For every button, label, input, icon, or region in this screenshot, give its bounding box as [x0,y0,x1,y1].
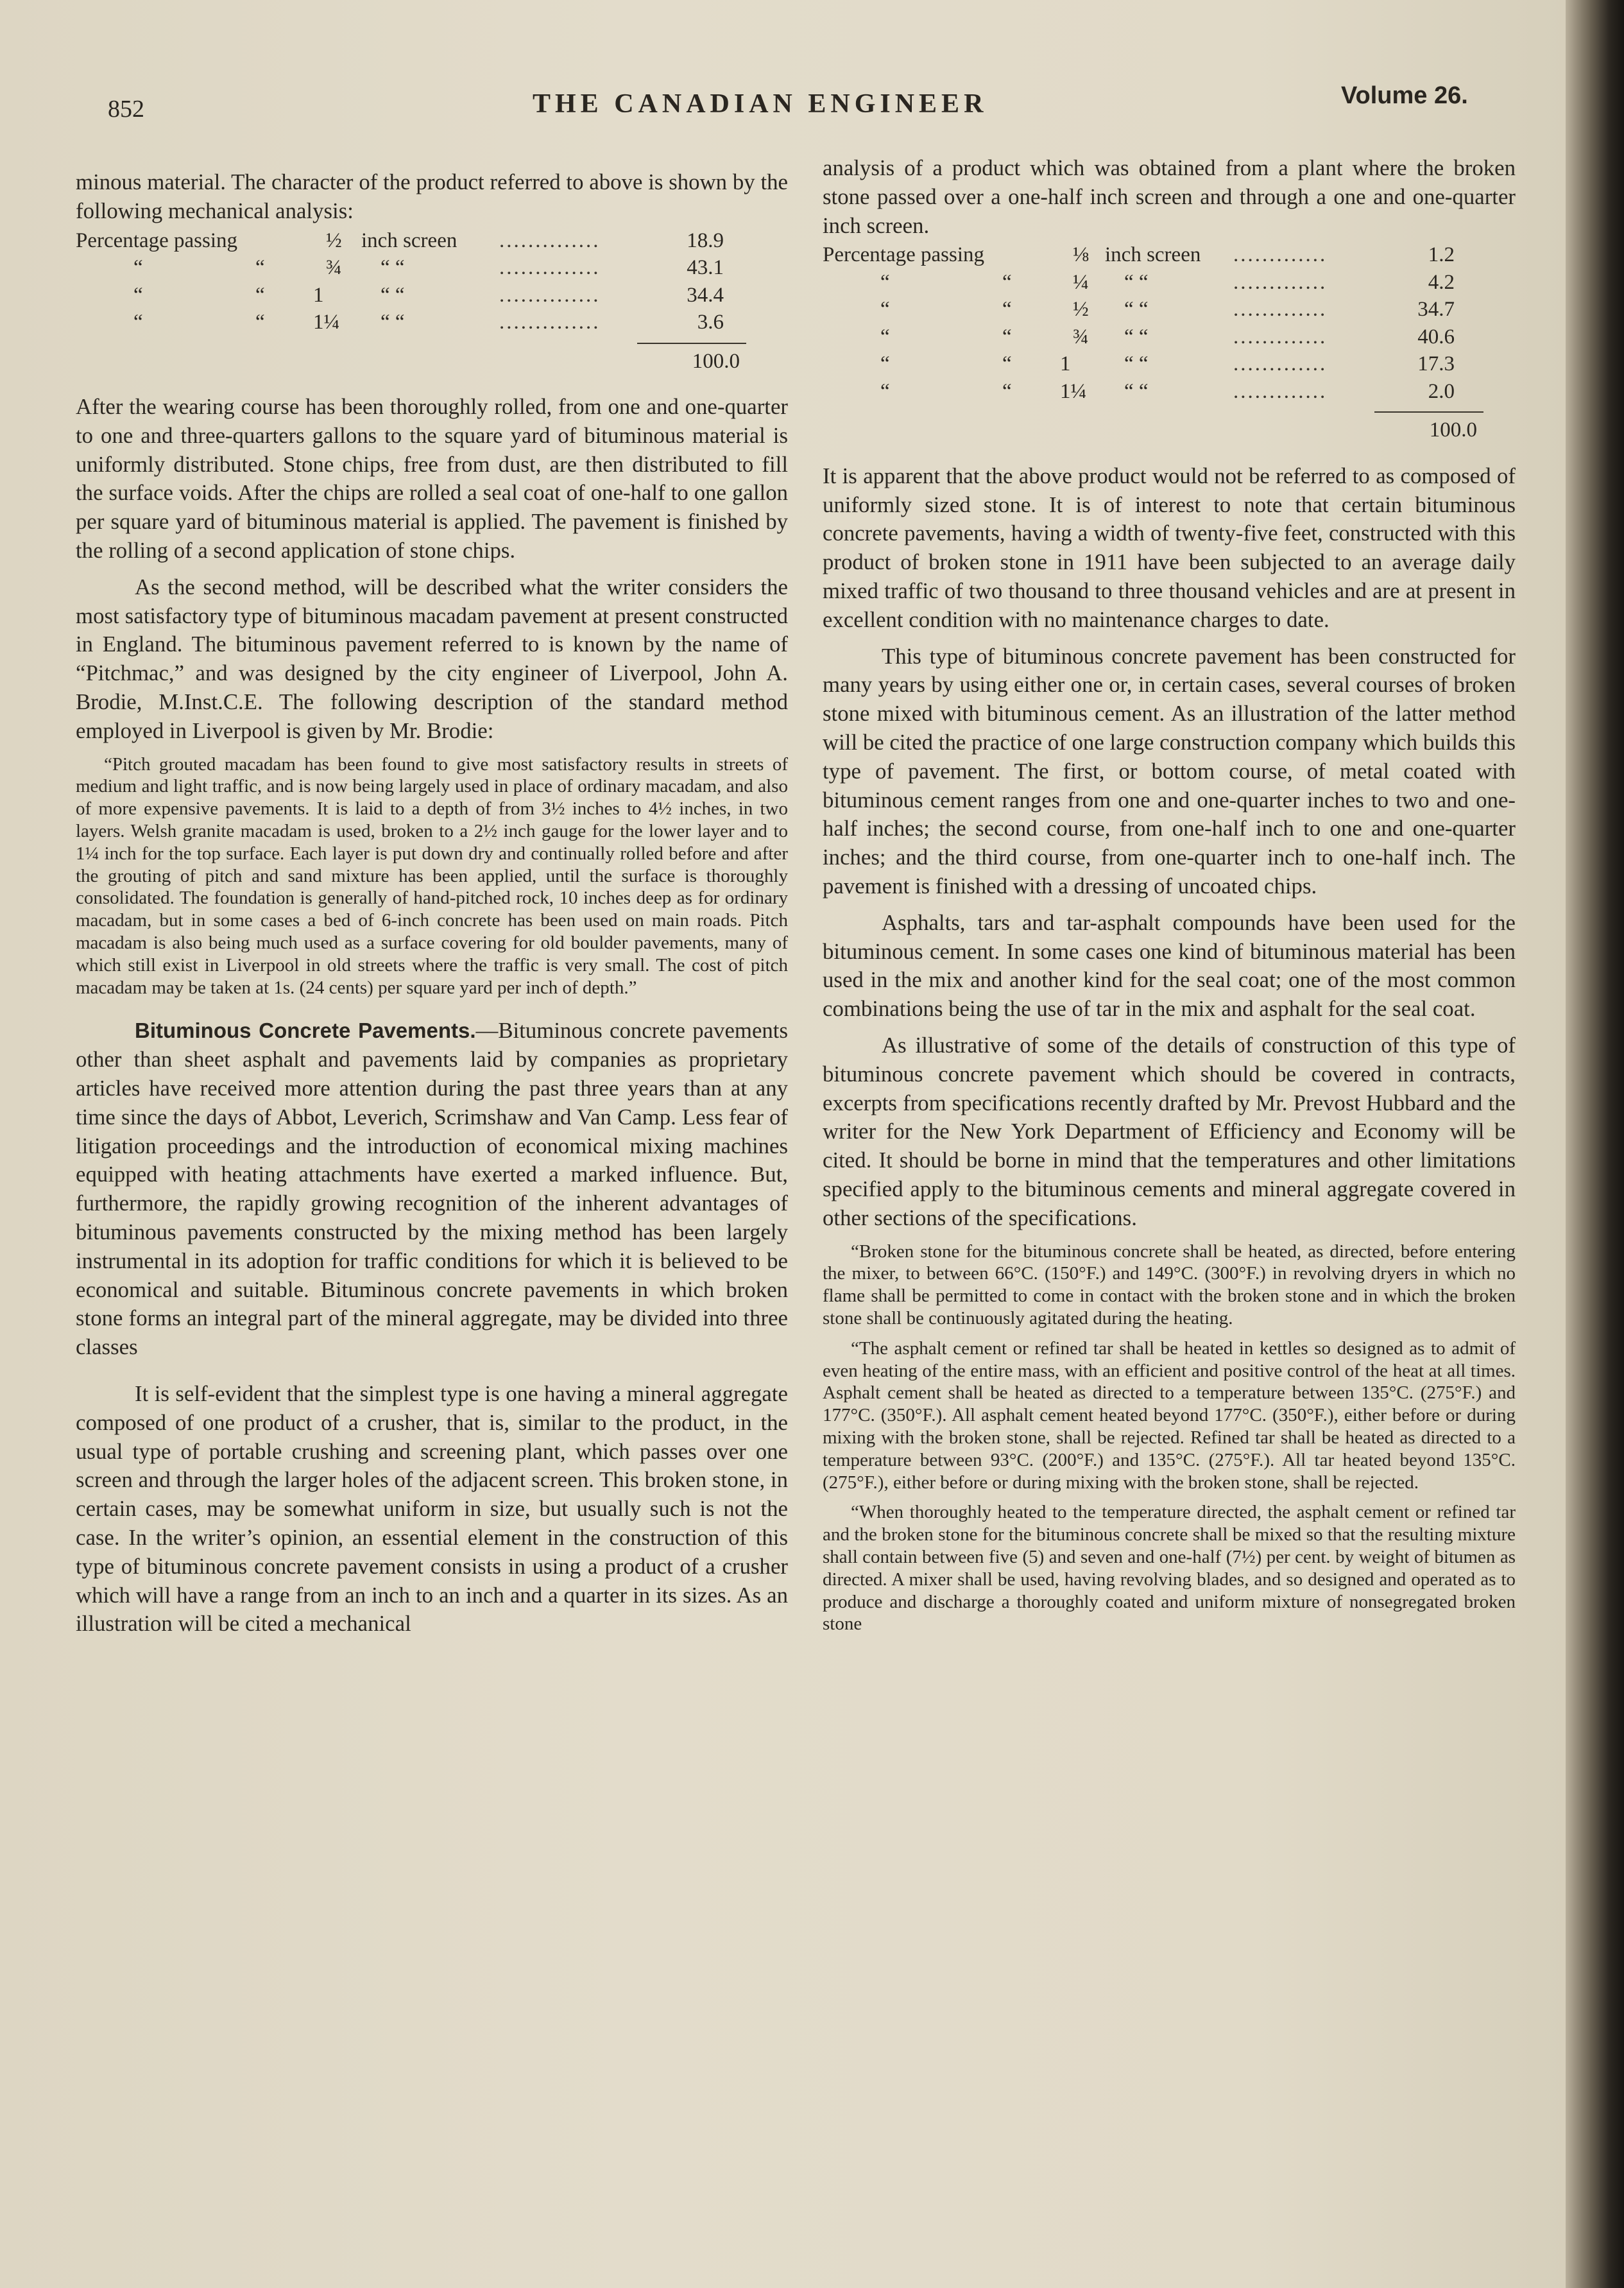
table-value: 17.3 [1417,352,1455,376]
left-paragraph-2: As the second method, will be described what the writer considers the most satisfactory type of bituminous macadam pavement at present constructed in England. The bituminous pavement referred to is known by the name of “Pitchmac,” and was designed by the city engineer of Liverpool, John A. Brodie, M.Inst.C.E. The following description of the standard method employed in Liverpool is given by Mr. Brodie: [76,574,788,743]
right-paragraph-2: This type of bituminous concrete pavement has been constructed for many years by using either one or, in certain cases, several courses of broken stone mixed with bituminous cement. As an illustration of the latter method will be cited the practice of one large construction company which builds this type of pavement. The first, or bottom course, of metal coated with bituminous cement ranges from one and one-quarter inches to two and one-half inches; the second course, from one-half inch to one and one-quarter inches; and the third course, from one-quarter inch to one-half inch. The pavement is finished with a dressing of uncoated chips. [823,643,1516,899]
table-unit: inch screen [1105,243,1201,267]
table-ditto: “ [1002,270,1012,294]
table-value: 4.2 [1428,270,1455,294]
table-ditto: “ [880,270,890,294]
page-header [0,82,1566,121]
left-paragraph-1: After the wearing course has been thoroughly rolled, from one and one-quarter to one and three-quarters gallons to the square yard of bituminous material is uniformly distributed. Stone chips, free from dust, are then distributed to fill the surface voids. After the chips are rolled a seal coat of one-half to one gallon per square yard of bituminous material is applied. The pavement is finished by the rolling of a second application of stone chips. [76,394,788,563]
table-size: 1 [1060,352,1071,376]
table-row [823,296,1516,323]
table-total-rule [1374,411,1483,413]
table-row [76,227,788,255]
table-value: 43.1 [687,256,724,280]
table-value: 40.6 [1417,325,1455,348]
volume-label: Volume 26. [1341,82,1468,109]
table-unit: “ “ [380,256,405,280]
table-row [823,323,1516,351]
table-size: ½ [326,228,342,252]
right-intro: analysis of a product which was obtained from a plant where the broken stone passed over a one-half inch screen and through a one and one-quarter inch screen. [823,155,1516,238]
page-number: 852 [108,96,144,123]
table-dots: ............. [1233,379,1328,403]
table-unit: “ “ [1124,379,1149,403]
table-ditto: “ [1002,325,1012,348]
book-spine-shadow [1566,0,1624,2288]
table-ditto: “ [880,325,890,348]
table-ditto: “ [1002,379,1012,403]
table-dots: ............. [1233,243,1328,267]
table-lead: Percentage passing [76,228,237,252]
table-total: 100.0 [692,349,740,373]
left-column [76,168,788,1639]
table-ditto: “ [1002,298,1012,322]
table-dots: ............. [1233,325,1328,348]
table-lead: Percentage passing [823,243,984,267]
table-dots: .............. [499,283,601,307]
table-unit: “ “ [1124,325,1149,348]
table-dots: .............. [499,228,601,252]
table-unit: “ “ [380,283,405,307]
table-row [823,378,1516,406]
table-ditto: “ [880,379,890,403]
table-value: 1.2 [1428,243,1455,267]
brodie-quote: “Pitch grouted macadam has been found to give most satisfactory results in streets of medium and light traffic, and is now being largely used in place of ordinary macadam, and also of more expensive pavements. It is laid to a depth of from 3½ inches to 4½ inches, in two layers. Welsh granite macadam is used, broken to a 2½ inch gauge for the lower layer and to 1¼ inch for the top surface. Each layer is put down dry and continually rolled before and after the grouting of pitch and sand mixture has been applied, until the surface is thoroughly consolidated. The foundation is generally of hand-pitched rock, 10 inches deep as for ordinary macadam, but in some cases a bed of 6-inch concrete has been used on main roads. Pitch macadam is also being much used as a surface covering for old boulder pavements, many of which still exist in Liverpool in old streets where the traffic is very small. The cost of pitch macadam may be taken at 1s. (24 cents) per square yard per inch of depth.” [76,753,788,998]
table-ditto: “ [1002,352,1012,376]
table-ditto: “ [880,352,890,376]
section-heading: Bituminous Concrete Pavements. [135,1019,476,1043]
table-unit: “ “ [1124,270,1149,294]
right-paragraph-3: Asphalts, tars and tar-asphalt compounds have been used for the bituminous cement. In some cases one kind of bituminous material has been used in the mix and another kind for the seal coat; one of the most common combinations being the use of tar in the mix and asphalt for the seal coat. [823,909,1516,1022]
table-dots: ............. [1233,352,1328,376]
table-dots: ............. [1233,270,1328,294]
right-paragraph-1: It is apparent that the above product would not be referred to as composed of uniformly sized stone. It is of interest to note that certain bituminous concrete pavements, having a width of twenty-five feet, constructed with this product of broken stone in 1911 have been subjected to an average daily mixed traffic of two thousand to three thousand vehicles and are at present in excellent condition with no maintenance charges to date. [823,463,1516,632]
left-paragraph-3 [76,1017,788,1362]
table-row [823,269,1516,297]
table-total: 100.0 [1429,418,1477,442]
table-size: 1 [313,283,324,307]
left-paragraph-4: It is self-evident that the simplest type is one having a mineral aggregate composed of one product of a crusher, that is, similar to the product, in the usual type of portable crushing and screening plant, which passes over one screen and through the larger holes of the adjacent screen. This broken stone, in certain cases, may be somewhat uniform in size, but usually such is not the case. In the writer’s opinion, an essential element in the construction of this type of bituminous concrete pavement consists in using a product of a crusher which will have a range from an inch to an inch and a quarter in its sizes. As an illustration will be cited a mechanical [76,1381,788,1637]
table-row [823,241,1516,269]
table-unit: “ “ [380,311,405,334]
table-ditto: “ [133,311,143,334]
journal-title: THE CANADIAN ENGINEER [533,89,988,119]
spec-quote-1: “Broken stone for the bituminous concrete shall be heated, as directed, before entering the mixer, to between 66°C. (150°F.) and 149°C. (300°F.) in revolving dryers in which no flame shall be permitted to come in contact with the broken stone and in which the broken stone shall be continuously agitated during the heating. [823,1241,1516,1329]
table-size: ⅛ [1073,243,1089,267]
spec-quote-2: “The asphalt cement or refined tar shall be heated in kettles so designed as to admit of even heating of the entire mass, with an efficient and positive control of the heat at all times. Asphalt cement shall be heated as directed to a temperature between 135°C. (275°F.) and 177°C. (350°F.). All asphalt cement heated beyond 177°C. (350°F.), either before or during mixing with the broken stone, shall be rejected. Refined tar shall be heated as directed to a temperature between 93°C. (200°F.) and 135°C. (275°F.). All tar heated beyond 135°C. (275°F.), either before or during mixing with the broken stone, shall be rejected. [823,1338,1516,1493]
table-value: 34.4 [687,283,724,307]
left-intro: minous material. The character of the product referred to above is shown by the following mechanical analysis: [76,169,788,223]
table-size: ¼ [1073,270,1089,294]
table-row [76,254,788,282]
table-size: ½ [1073,298,1089,322]
table-ditto: “ [133,256,143,280]
table-dots: ............. [1233,298,1328,322]
table-unit: “ “ [1124,352,1149,376]
table-ditto: “ [133,283,143,307]
table-size: 1¼ [313,311,340,334]
analysis-table-1 [76,227,788,375]
table-total-rule [637,343,746,344]
table-ditto: “ [255,283,265,307]
table-ditto: “ [255,256,265,280]
analysis-table-2 [823,241,1516,444]
spec-quote-3: “When thoroughly heated to the temperature directed, the asphalt cement or refined tar and the broken stone for the bituminous concrete shall be mixed so that the resulting mixture shall contain between five (5) and seven and one-half (7½) per cent. by weight of bitumen as directed. A mixer shall be used, having revolving blades, and so designed and operated as to produce and discharge a thoroughly coated and uniform mixture of nonsegregated broken stone [823,1502,1516,1635]
table-dots: .............. [499,311,601,334]
table-value: 2.0 [1428,379,1455,403]
table-unit: “ “ [1124,298,1149,322]
right-column [823,154,1516,1635]
table-size: 1¼ [1060,379,1087,403]
table-size: ¾ [1073,325,1089,348]
table-row [76,282,788,309]
table-ditto: “ [255,311,265,334]
table-value: 34.7 [1417,298,1455,322]
table-dots: .............. [499,256,601,280]
table-value: 18.9 [687,228,724,252]
right-paragraph-4: As illustrative of some of the details of construction of this type of bituminous concrete pavement which should be covered in contracts, excerpts from specifications recently drafted by Mr. Prevost Hubbard and the writer for the New York Department of Efficiency and Economy will be cited. It should be borne in mind that the temperatures and other limitations specified apply to the bituminous cements and mineral aggregate covered in other sections of the specifications. [823,1033,1516,1230]
section-heading-text: —Bituminous concrete pavements other than sheet asphalt and pavements laid by companies as proprietary articles have received more attention during the past three years than at any time since the days of Abbot, Leverich, Scrimshaw and Van Camp. Less fear of litigation proceedings and the introduction of economical mixing machines equipped with heating attachments have exerted a marked influence. But, furthermore, the rapidly growing recognition of the inherent advantages of bituminous pavements constructed by the mixing method has been largely instrumental in its adoption for traffic conditions for which it is believed to be economical and suitable. Bituminous concrete pavements in which broken stone forms an integral part of the mineral aggregate, may be divided into three classes [76,1018,789,1360]
table-row [823,350,1516,378]
table-unit: inch screen [361,228,457,252]
table-value: 3.6 [697,311,724,334]
table-size: ¾ [326,256,342,280]
table-row [76,309,788,336]
table-ditto: “ [880,298,890,322]
